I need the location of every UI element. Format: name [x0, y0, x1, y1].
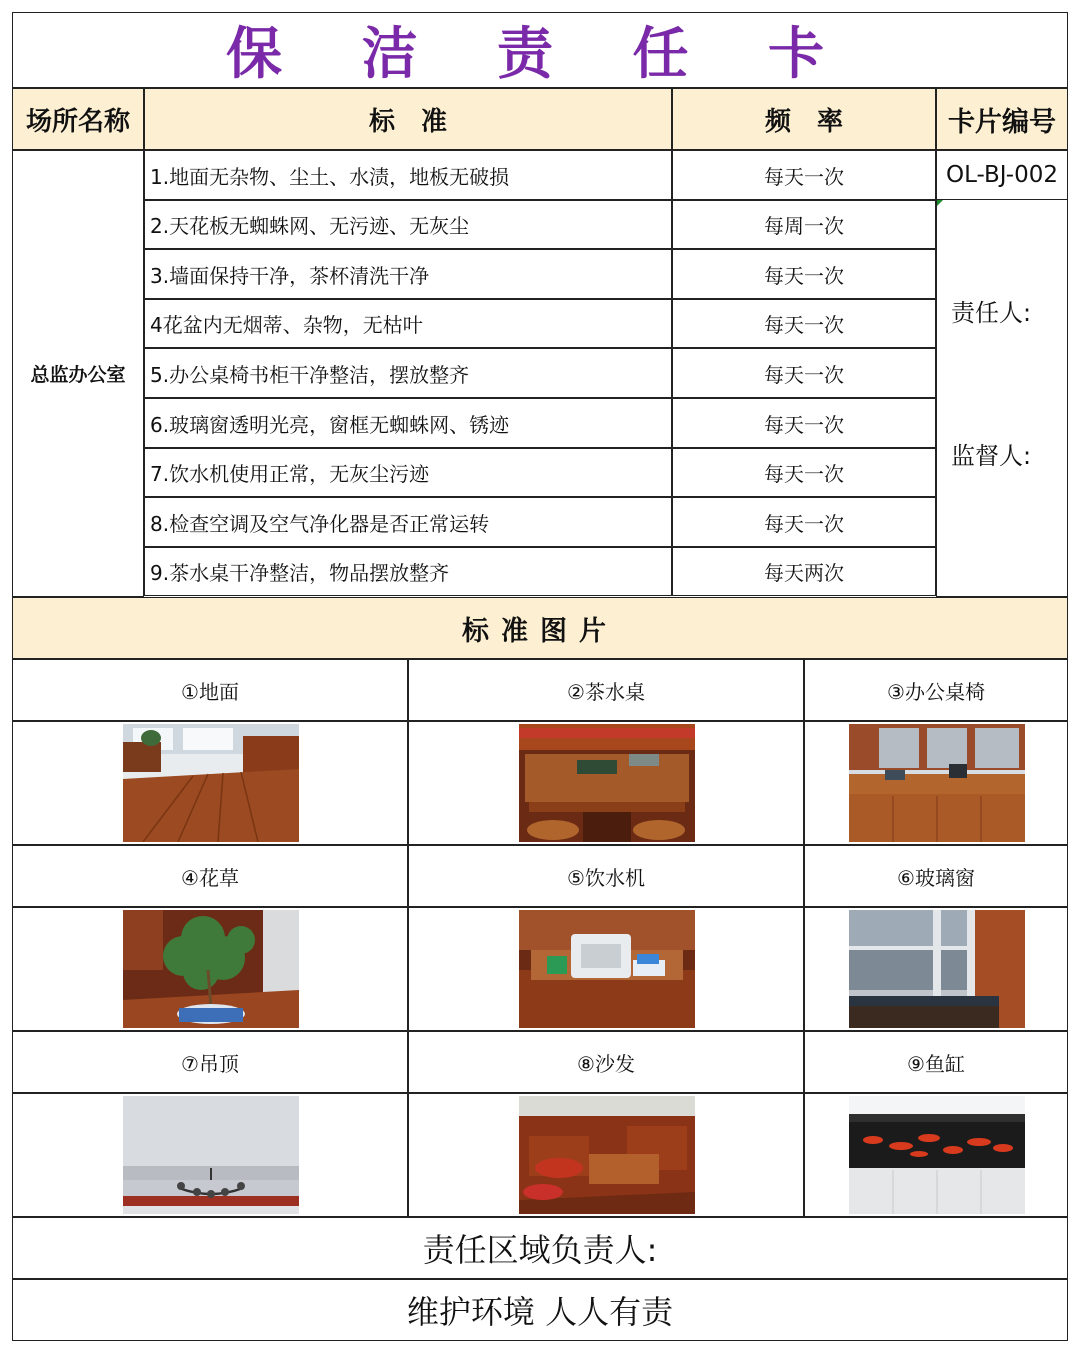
wood-floor-room-photo: [123, 724, 299, 842]
standard-cell: [144, 348, 672, 398]
picture-caption-cell: [804, 1031, 1068, 1093]
standard-text: 6.玻璃窗透明光亮，窗框无蜘蛛网、锈迹: [150, 412, 510, 437]
standard-text: 1.地面无杂物、尘土、水渍，地板无破损: [150, 164, 510, 189]
picture-caption-cell: [804, 845, 1068, 907]
frequency-cell: [672, 200, 936, 249]
responsible-label: 责任人:: [951, 299, 1032, 327]
fish-tank-photo: [849, 1096, 1025, 1214]
ceiling-chandelier-photo: [123, 1096, 299, 1214]
card-number: OL-BJ-002: [946, 162, 1058, 188]
frequency-text: 每天一次: [764, 164, 844, 189]
standard-cell: [144, 448, 672, 497]
standard-text: 7.饮水机使用正常，无灰尘污迹: [150, 462, 430, 486]
place-name-cell: [12, 150, 144, 597]
picture-cell: [12, 721, 408, 845]
picture-caption-cell: [408, 1031, 804, 1093]
standard-cell: [144, 547, 672, 596]
card-number-cell: [936, 150, 1068, 200]
picture-caption-cell: [804, 659, 1068, 721]
standard-cell: [144, 497, 672, 547]
water-dispenser-photo: [519, 910, 695, 1028]
header-card-no: [936, 88, 1068, 150]
frequency-cell: [672, 348, 936, 398]
picture-caption: ④花草: [181, 865, 239, 890]
sofa-photo: [519, 1096, 695, 1214]
standard-text: 5.办公桌椅书柜干净整洁，摆放整齐: [150, 362, 470, 387]
picture-caption-cell: [12, 845, 408, 907]
area-owner-label: 责任区域负责人:: [422, 1231, 658, 1269]
picture-cell: [804, 907, 1068, 1031]
standard-cell: [144, 398, 672, 448]
header-standard-label: 标 准: [368, 106, 447, 137]
frequency-text: 每天一次: [764, 412, 844, 437]
picture-cell: [408, 721, 804, 845]
glass-window-photo: [849, 910, 1025, 1028]
picture-caption: ⑤饮水机: [567, 865, 645, 890]
picture-caption: ①地面: [181, 679, 239, 704]
page-title: [12, 12, 1068, 88]
picture-caption-cell: [408, 659, 804, 721]
standard-cell: [144, 249, 672, 299]
office-desk-photo: [849, 724, 1025, 842]
standard-cell: [144, 150, 672, 200]
header-place: [12, 88, 144, 150]
picture-caption: ⑨鱼缸: [907, 1051, 965, 1076]
supervisor-label: 监督人:: [951, 442, 1032, 470]
header-frequency-label: 频 率: [764, 106, 843, 137]
standard-text: 8.检查空调及空气净化器是否正常运转: [150, 511, 490, 536]
frequency-text: 每天两次: [764, 561, 844, 585]
title-text: 保 洁 责 任 卡: [226, 22, 854, 87]
frequency-cell: [672, 150, 936, 200]
header-standard: [144, 88, 672, 150]
picture-caption: ⑥玻璃窗: [897, 865, 975, 890]
frequency-cell: [672, 448, 936, 497]
frequency-text: 每天一次: [764, 313, 844, 337]
picture-caption: ③办公桌椅: [887, 679, 985, 704]
picture-caption: ⑧沙发: [577, 1051, 635, 1076]
pictures-section-title: [12, 597, 1068, 659]
frequency-text: 每天一次: [764, 511, 844, 536]
picture-cell: [408, 907, 804, 1031]
frequency-text: 每天一次: [764, 462, 844, 486]
picture-cell: [804, 1093, 1068, 1217]
standard-cell: [144, 299, 672, 348]
header-place-label: 场所名称: [25, 106, 130, 137]
frequency-text: 每周一次: [764, 214, 844, 238]
frequency-text: 每天一次: [764, 263, 844, 288]
slogan-row: [12, 1279, 1068, 1341]
standard-text: 2.天花板无蜘蛛网、无污迹、无灰尘: [150, 214, 470, 238]
picture-caption-cell: [12, 1031, 408, 1093]
picture-caption-cell: [408, 845, 804, 907]
frequency-cell: [672, 249, 936, 299]
standard-text: 3.墙面保持干净，茶杯清洗干净: [150, 263, 430, 288]
picture-cell: [12, 1093, 408, 1217]
signatures-cell: [936, 199, 1068, 597]
frequency-cell: [672, 497, 936, 547]
potted-plant-photo: [123, 910, 299, 1028]
frequency-text: 每天一次: [764, 362, 844, 387]
standard-cell: [144, 200, 672, 249]
tea-table-photo: [519, 724, 695, 842]
picture-cell: [804, 721, 1068, 845]
place-name: 总监办公室: [30, 364, 126, 386]
frequency-cell: [672, 299, 936, 348]
frequency-cell: [672, 398, 936, 448]
picture-caption: ②茶水桌: [567, 679, 645, 704]
standard-text: 9.茶水桌干净整洁，物品摆放整齐: [150, 561, 450, 585]
header-frequency: [672, 88, 936, 150]
frequency-cell: [672, 547, 936, 596]
header-card-no-label: 卡片编号: [948, 106, 1056, 138]
picture-cell: [12, 907, 408, 1031]
picture-caption-cell: [12, 659, 408, 721]
standard-text: 4花盆内无烟蒂、杂物，无枯叶: [150, 313, 423, 337]
picture-caption: ⑦吊顶: [181, 1051, 239, 1076]
area-owner-row: [12, 1217, 1068, 1279]
picture-cell: [408, 1093, 804, 1217]
slogan-text: 维护环境 人人有责: [406, 1293, 674, 1331]
pictures-title-text: 标准图片: [462, 615, 618, 647]
